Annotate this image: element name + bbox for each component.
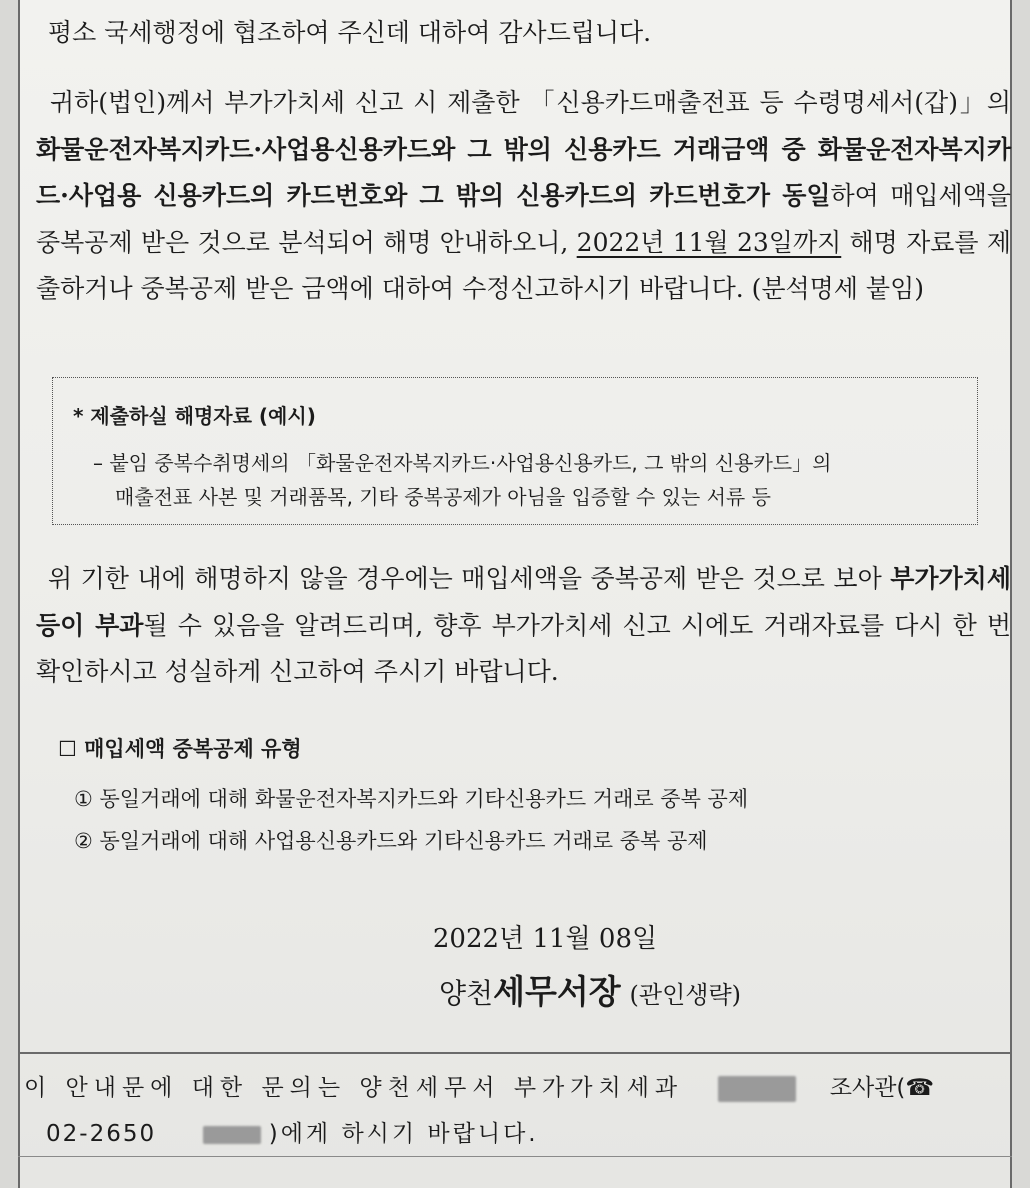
- seal-omitted-note: (관인생략): [629, 981, 741, 1009]
- deduction-type-item-2: ② 동일거래에 대해 사업용신용카드와 기타신용카드 거래로 중복 공제: [74, 829, 708, 853]
- box-title: * 제출하실 해명자료 (예시): [73, 404, 316, 428]
- box-line-2: 매출전표 사본 및 거래품목, 기타 중복공제가 아님을 입증할 수 있는 서류 등: [115, 485, 771, 509]
- notice-bold-condition: 화물운전자복지카드·사업용신용카드와 그 밖의 신용카드 거래금액 중 화물운전자복지카드·사업용 신용카드의 카드번호와 그 밖의 신용카드의 카드번호가 동일: [36, 134, 1011, 210]
- redacted-phone: [203, 1126, 261, 1144]
- page-bottom-line: [18, 1156, 1012, 1157]
- intro-sentence: 평소 국세행정에 협조하여 주신데 대하여 감사드립니다.: [48, 18, 652, 47]
- phone-prefix: 02-2650: [46, 1121, 157, 1147]
- office-title: 세무서장: [493, 972, 621, 1011]
- office-prefix: 양천: [439, 977, 494, 1010]
- footer-inquiry-text: 이 안내문에 대한 문의는 양천세무서 부가가치세과: [24, 1075, 684, 1101]
- redacted-name: [718, 1076, 796, 1102]
- warning-lead: 위 기한 내에 해명하지 않을 경우에는 매입세액을 중복공제 받은 것으로 보아: [48, 564, 891, 593]
- deduction-type-item-1: ① 동일거래에 대해 화물운전자복지카드와 기타신용카드 거래로 중복 공제: [74, 787, 749, 811]
- warning-paragraph: [36, 556, 1011, 696]
- tax-office-signature: [0, 966, 1030, 1013]
- notice-paragraph: [36, 80, 1011, 313]
- box-line-1: – 붙임 중복수취명세의 「화물운전자복지카드·사업용신용카드, 그 밖의 신용카드」의: [93, 451, 832, 475]
- footer-line-1: [24, 1069, 1008, 1102]
- footer-officer-text: 조사관(☎: [829, 1075, 935, 1101]
- notice-tail: 해명 자료를 제출하거나 중복공제 받은 금액에 대하여 수정신고하시기 바랍니다. (분석명세 붙임): [36, 227, 1012, 303]
- explanation-materials-box: [52, 377, 978, 525]
- contact-footer: [24, 1053, 1008, 1153]
- warning-bold: 부가가치세 등이 부과: [36, 564, 1011, 640]
- notice-lead: 귀하(법인)께서 부가가치세 신고 시 제출한 「신용카드매출전표 등 수령명세서(갑)」의: [50, 88, 1011, 117]
- footer-line-2: [46, 1115, 539, 1148]
- intro-text: [36, 10, 1011, 57]
- notice-middle: 하여 매입세액을 중복공제 받은 것으로 분석되어 해명 안내하오니,: [36, 181, 1011, 257]
- deadline-date: 2022년 11월 23일까지: [576, 227, 842, 257]
- deduction-types-heading: ☐ 매입세액 중복공제 유형: [58, 737, 302, 761]
- warning-tail: 될 수 있음을 알려드리며, 향후 부가가치세 신고 시에도 거래자료를 다시 한 번 확인하시고 성실하게 신고하여 주시기 바랍니다.: [36, 610, 1011, 686]
- footer-closing-text: )에게 하시기 바랍니다.: [268, 1121, 539, 1147]
- issue-date: 2022년 11월 08일: [432, 924, 658, 954]
